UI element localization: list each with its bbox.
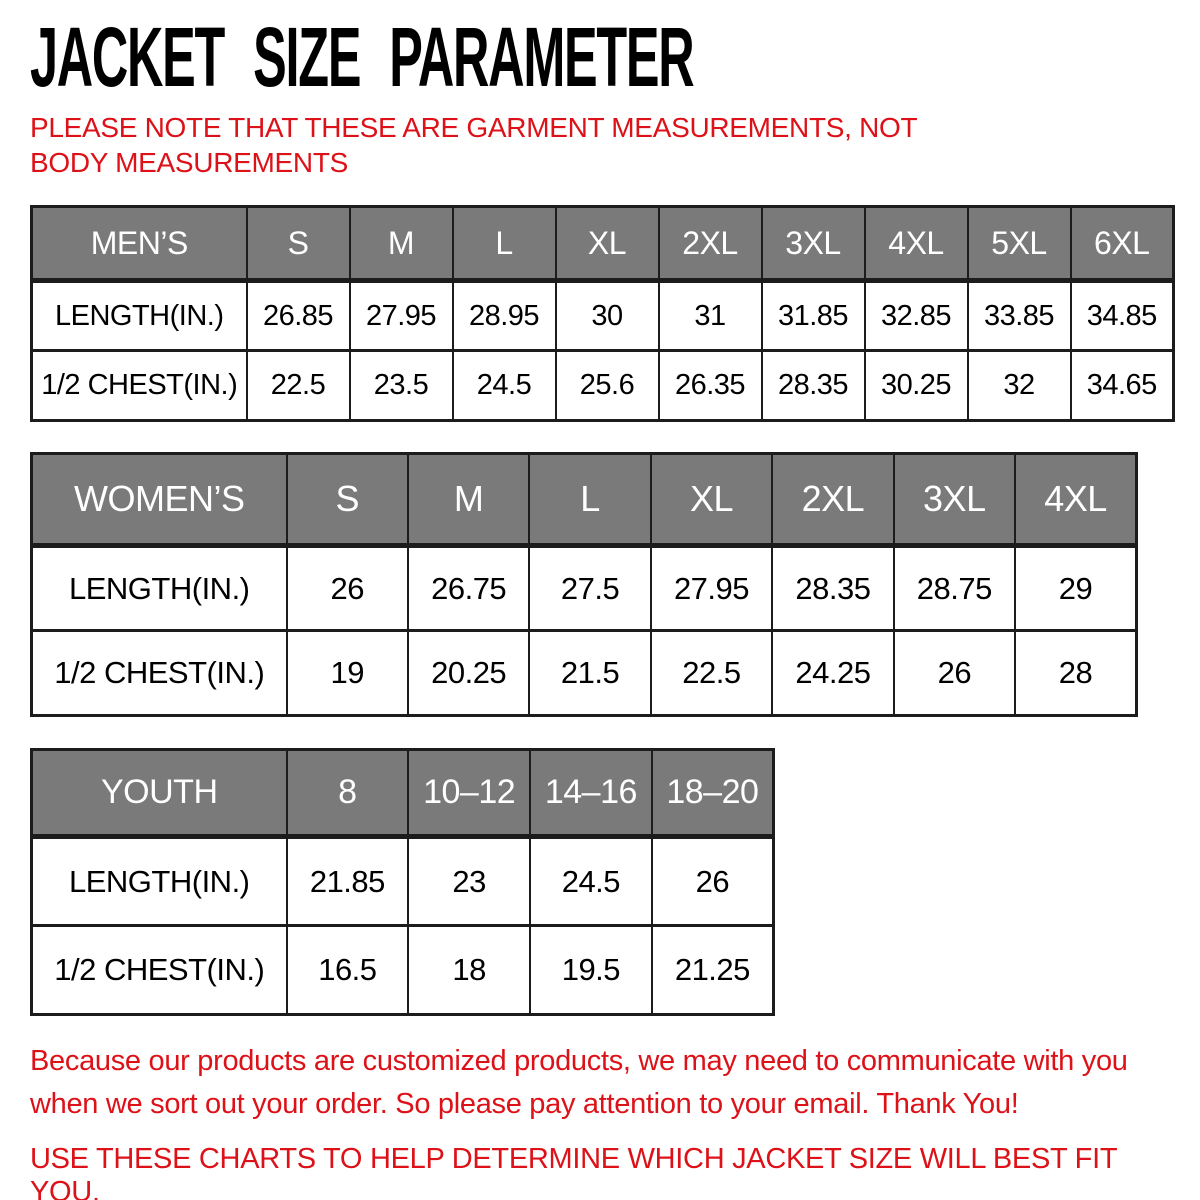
- youth-table-title: YOUTH: [32, 750, 287, 837]
- womens-length-row: [32, 546, 1137, 631]
- row-label: LENGTH(IN.): [32, 546, 287, 631]
- value-cell: 28.95: [453, 281, 556, 351]
- value-cell: 18: [408, 926, 530, 1015]
- value-cell: 24.5: [530, 837, 652, 926]
- value-cell: 26: [287, 546, 408, 631]
- value-cell: 32.85: [865, 281, 968, 351]
- value-cell: 26: [652, 837, 774, 926]
- value-cell: 21.85: [287, 837, 409, 926]
- womens-header-row: [32, 454, 1137, 546]
- mens-size-col: 5XL: [968, 207, 1071, 281]
- value-cell: 26.75: [408, 546, 529, 631]
- youth-size-col: 18–20: [652, 750, 774, 837]
- mens-header-row: [32, 207, 1174, 281]
- value-cell: 19: [287, 631, 408, 716]
- value-cell: 22.5: [247, 351, 350, 421]
- row-label: LENGTH(IN.): [32, 837, 287, 926]
- value-cell: 24.25: [772, 631, 893, 716]
- value-cell: 26.85: [247, 281, 350, 351]
- row-label: 1/2 CHEST(IN.): [32, 631, 287, 716]
- value-cell: 16.5: [287, 926, 409, 1015]
- value-cell: 32: [968, 351, 1071, 421]
- value-cell: 30.25: [865, 351, 968, 421]
- page-title: [30, 10, 1173, 104]
- mens-length-row: [32, 281, 1174, 351]
- customization-notice: Because our products are customized products, we may need to communicate with you when we sort out your order. So please pay attention to your email. Thank You!: [30, 1045, 1128, 1120]
- value-cell: 24.5: [453, 351, 556, 421]
- value-cell: 28.35: [772, 546, 893, 631]
- value-cell: 23.5: [350, 351, 453, 421]
- row-label: 1/2 CHEST(IN.): [32, 351, 247, 421]
- value-cell: 23: [408, 837, 530, 926]
- youth-size-table: [30, 748, 775, 1016]
- value-cell: 20.25: [408, 631, 529, 716]
- womens-size-col: L: [529, 454, 650, 546]
- womens-size-col: 2XL: [772, 454, 893, 546]
- usage-instruction: USE THESE CHARTS TO HELP DETERMINE WHICH JACKET SIZE WILL BEST FIT YOU.: [30, 1143, 1117, 1200]
- mens-size-col: 6XL: [1071, 207, 1174, 281]
- womens-size-col: S: [287, 454, 408, 546]
- womens-table-title: WOMEN’S: [32, 454, 287, 546]
- value-cell: 31.85: [762, 281, 865, 351]
- value-cell: 31: [659, 281, 762, 351]
- mens-half-chest-row: [32, 351, 1174, 421]
- size-tables-container: [30, 205, 1173, 1016]
- womens-size-col: M: [408, 454, 529, 546]
- mens-table-title: MEN’S: [32, 207, 247, 281]
- value-cell: 22.5: [651, 631, 772, 716]
- mens-size-col: S: [247, 207, 350, 281]
- value-cell: 27.95: [350, 281, 453, 351]
- value-cell: 21.5: [529, 631, 650, 716]
- value-cell: 30: [556, 281, 659, 351]
- value-cell: 34.65: [1071, 351, 1174, 421]
- youth-size-col: 14–16: [530, 750, 652, 837]
- womens-size-col: 4XL: [1015, 454, 1136, 546]
- garment-measurement-note: PLEASE NOTE THAT THESE ARE GARMENT MEASUREMENTS, NOT BODY MEASUREMENTS: [30, 112, 917, 178]
- mens-size-col: 4XL: [865, 207, 968, 281]
- youth-size-col: 8: [287, 750, 409, 837]
- womens-size-col: 3XL: [894, 454, 1015, 546]
- mens-size-col: 3XL: [762, 207, 865, 281]
- page-title-text: JACKET SIZE PARAMETER: [30, 10, 694, 104]
- womens-size-table: [30, 452, 1138, 717]
- row-label: 1/2 CHEST(IN.): [32, 926, 287, 1015]
- value-cell: 27.5: [529, 546, 650, 631]
- womens-size-col: XL: [651, 454, 772, 546]
- value-cell: 28: [1015, 631, 1136, 716]
- value-cell: 25.6: [556, 351, 659, 421]
- value-cell: 21.25: [652, 926, 774, 1015]
- value-cell: 29: [1015, 546, 1136, 631]
- mens-size-table: [30, 205, 1175, 422]
- value-cell: 34.85: [1071, 281, 1174, 351]
- womens-half-chest-row: [32, 631, 1137, 716]
- youth-header-row: [32, 750, 774, 837]
- value-cell: 28.75: [894, 546, 1015, 631]
- mens-size-col: M: [350, 207, 453, 281]
- mens-size-col: 2XL: [659, 207, 762, 281]
- mens-size-col: L: [453, 207, 556, 281]
- youth-half-chest-row: [32, 926, 774, 1015]
- value-cell: 27.95: [651, 546, 772, 631]
- value-cell: 26: [894, 631, 1015, 716]
- value-cell: 28.35: [762, 351, 865, 421]
- youth-size-col: 10–12: [408, 750, 530, 837]
- youth-length-row: [32, 837, 774, 926]
- row-label: LENGTH(IN.): [32, 281, 247, 351]
- value-cell: 26.35: [659, 351, 762, 421]
- value-cell: 33.85: [968, 281, 1071, 351]
- mens-size-col: XL: [556, 207, 659, 281]
- value-cell: 19.5: [530, 926, 652, 1015]
